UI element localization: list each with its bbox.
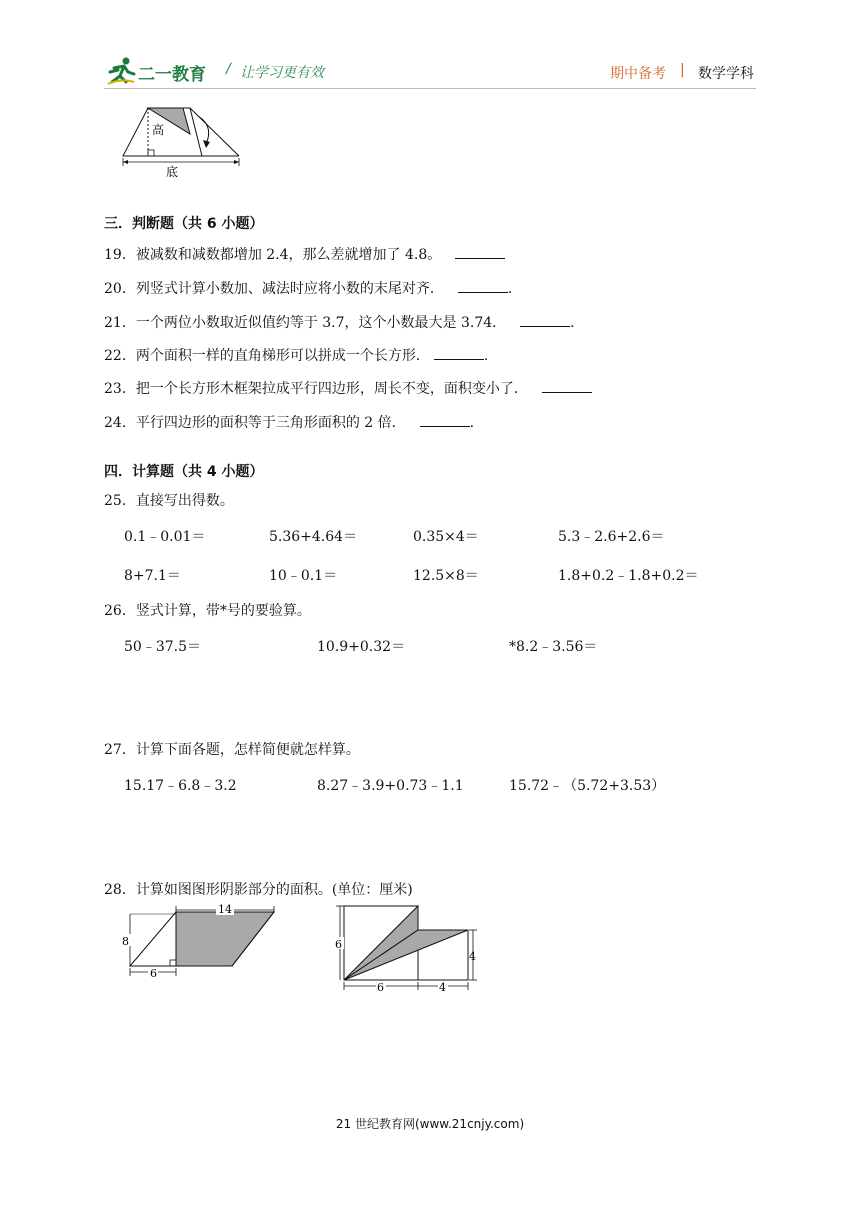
question-28-title: 28．计算如图图形阴影部分的面积。(单位：厘米) [104,882,413,898]
question-23-text: 23．把一个长方形木框架拉成平行四边形，周长不变，面积变小了． [104,381,528,397]
calc-item: 10﹣0.1＝ [269,568,338,584]
slogan: 让学习更有效 [240,65,324,81]
answer-blank-20[interactable] [458,280,508,293]
vertical-calc-item: 10.9+0.32＝ [317,639,406,655]
question-20-text: 20．列竖式计算小数加、减法时应将小数的末尾对齐． [104,281,444,297]
header-rule [104,88,756,89]
question-21-text: 21．一个两位小数取近似值约等于 3.7，这个小数最大是 3.74． [104,315,507,331]
question-22: 22．两个面积一样的直角梯形可以拼成一个长方形． . [104,348,489,364]
parallelogram-figure [118,900,284,982]
question-19-text: 19．被减数和减数都增加 2.4，那么差就增加了 4.8。 [104,247,442,263]
question-25-title: 25．直接写出得数。 [104,493,234,509]
simplify-item: 15.17﹣6.8﹣3.2 [124,778,237,794]
section4-title: 四．计算题（共 4 小题） [104,464,264,480]
answer-blank-21[interactable] [520,314,570,327]
question-19 [104,244,505,264]
dim-left-label: 8 [122,935,129,948]
subject-label: 数学学科 [698,66,754,82]
question-27-title: 27．计算下面各题，怎样简便就怎样算。 [104,742,360,758]
calc-item: 5.3﹣2.6+2.6＝ [558,529,665,545]
calc-item: 0.1﹣0.01＝ [124,529,206,545]
vertical-calc-item: 50﹣37.5＝ [124,639,201,655]
dim-bottom-left-label: 6 [377,981,384,994]
header [104,56,756,88]
calc-item: 1.8+0.2﹣1.8+0.2＝ [558,568,699,584]
logo-text: 二一教育 [138,65,206,85]
answer-blank-22[interactable] [434,347,484,360]
trapezoid-transform-figure [118,104,244,180]
question-21: 21．一个两位小数取近似值约等于 3.7，这个小数最大是 3.74． . [104,315,575,331]
header-divider: | [680,62,685,78]
question-23 [104,378,592,398]
calc-item: 12.5×8＝ [413,568,479,584]
footer-text: 21 世纪教育网(www.21cnjy.com) [335,1117,525,1131]
dim-top-label: 14 [218,903,232,916]
simplify-item: 8.27﹣3.9+0.73﹣1.1 [317,778,464,794]
question-22-text: 22．两个面积一样的直角梯形可以拼成一个长方形． [104,348,430,364]
vertical-calc-item: *8.2﹣3.56＝ [509,639,598,655]
simplify-item: 15.72﹣（5.72+3.53） [509,778,666,794]
base-label: 底 [166,165,179,179]
dim-bottom-label: 6 [150,967,157,980]
question-24: 24．平行四边形的面积等于三角形面积的 2 倍． . [104,415,475,431]
answer-blank-19[interactable] [455,246,505,259]
height-label: 高 [152,123,165,137]
dim-left-label: 6 [335,938,342,951]
calc-item: 5.36+4.64＝ [269,529,358,545]
exam-label: 期中备考 [610,66,666,82]
squares-triangle-figure [332,900,482,996]
question-20: 20．列竖式计算小数加、减法时应将小数的末尾对齐． . [104,281,513,297]
question-26-title: 26．竖式计算，带*号的要验算。 [104,603,311,619]
dim-right-label: 4 [469,950,476,963]
calc-item: 8+7.1＝ [124,568,181,584]
calc-item: 0.35×4＝ [413,529,479,545]
answer-blank-24[interactable] [420,414,470,427]
slash-divider: / [226,61,231,77]
question-24-text: 24．平行四边形的面积等于三角形面积的 2 倍． [104,415,406,431]
answer-blank-23[interactable] [542,380,592,393]
dim-bottom-right-label: 4 [439,981,446,994]
runner-logo-icon [106,56,136,86]
section3-title: 三．判断题（共 6 小题） [104,216,264,232]
